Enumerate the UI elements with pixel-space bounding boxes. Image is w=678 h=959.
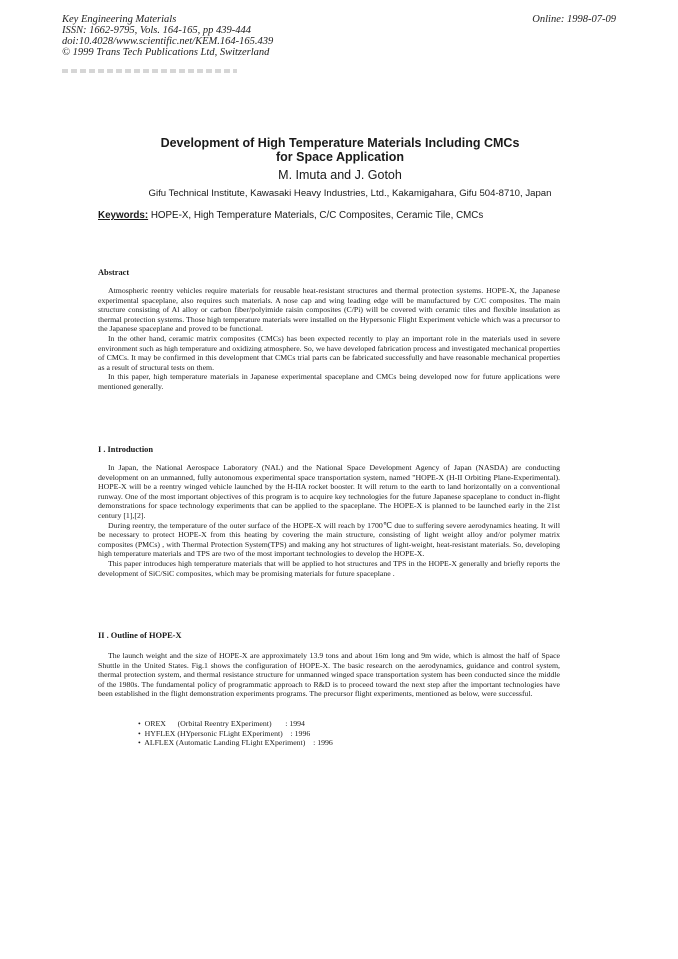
doi-line: doi:10.4028/www.scientific.net/KEM.164-165.439 [62, 36, 274, 47]
affiliation: Gifu Technical Institute, Kawasaki Heavy Industries, Ltd., Kakamigahara, Gifu 504-8710, Japan [148, 188, 552, 199]
introduction-paragraph: During reentry, the temperature of the outer surface of the HOPE-X will reach by 1700℃ due to suffering severe aerodynamics heating. It will be necessary to protect HOPE-X from this heating by covering the main structure, consisting of light weight alloy and/or polymer matrix composites (PMCs) , with Thermal Protection System(TPS) and making any hot structures of light-weight, heat-resistant materials. So, developing high temperature materials and TPS are two of the most important technologies to develop the HOPE-X. [98, 520, 560, 559]
introduction-body [98, 463, 560, 578]
journal-header [62, 14, 362, 58]
experiment-year: : 1994 [285, 719, 305, 728]
experiment-desc: (HYpersonic FLight EXperiment) [177, 728, 283, 738]
keywords-text: HOPE-X, High Temperature Materials, C/C Composites, Ceramic Tile, CMCs [150, 210, 484, 221]
introduction-heading: I . Introduction [98, 445, 153, 454]
list-item: • HYFLEX (HYpersonic FLight EXperiment) : 1996 [138, 728, 311, 738]
title-line-2: for Space Application [275, 150, 405, 164]
abstract-paragraph: Atmospheric reentry vehicles require materials for reusable heat-resistant structures and thermal protection systems. HOPE-X, the Japanese experimental spaceplane, also requires such materials. A nose cap and wing leading edge will be manufactured by C/C composites. The main structure consisting of Al alloy or carbon fiber/polyimide raisin composites (C/Pi) will be covered with ceramic tiles and flexible insulation as thermal protection systems. Those high temperature materials were installed on the Hypersonic Flight Experiment vehicle which was a precursor to the Japanese spaceplane and proved to be functional. [98, 286, 560, 334]
experiment-desc: (Automatic Landing FLight EXperiment) [176, 738, 306, 748]
experiment-name: ALFLEX [144, 738, 175, 748]
copyright-line: © 1999 Trans Tech Publications Ltd, Switzerland [62, 47, 270, 58]
experiment-name: OREX [144, 719, 166, 728]
experiment-desc: (Orbital Reentry EXperiment) [177, 719, 272, 728]
outline-body [98, 651, 560, 699]
keywords [98, 210, 483, 221]
list-item: • ALFLEX (Automatic Landing FLight EXperiment) : 1996 [138, 738, 333, 748]
abstract-paragraph: In this paper, high temperature materials in Japanese experimental spaceplane and CMCs being developed now for future applications were mentioned generally. [98, 372, 560, 391]
introduction-paragraph: In Japan, the National Aerospace Laboratory (NAL) and the National Space Development Agency of Japan (NASDA) are conducting development on an unmanned, fully autonomous experimental space transportation system, named "HOPE-X (H-II Orbiting Plane-Experimental). HOPE-X will be a reentry winged vehicle launched by the H-IIA rocket booster. It will return to the earth to land horizontally on a conventional runway. One of the most important objectives of this program is to acquire key technologies for the future Japanese spaceplane to conduct in-flight demonstrations for space technology experiments that can be applied to the spaceplane. The HOPE-X is planned to be launched early in the 21st century [1],[2]. [98, 463, 560, 520]
experiment-list [138, 719, 333, 748]
paper-title [90, 136, 590, 164]
outline-heading: II . Outline of HOPE-X [98, 631, 182, 640]
keywords-label: Keywords: [98, 210, 149, 221]
online-date: Online: 1998-07-09 [532, 14, 616, 25]
abstract-heading: Abstract [98, 268, 130, 277]
abstract-paragraph: In the other hand, ceramic matrix composites (CMCs) has been expected recently to play an important role in the materials used in severe environment such as high temperature and oxidizing atmosphere. So, we have developed fabrication process and investigated mechanical properties of CMCs. It may be confirmed in this development that CMCs trial parts can be fabricated successfully and have reasonable mechanical properties as a result of structural tests on them. [98, 333, 560, 372]
experiment-year: : 1996 [290, 728, 311, 738]
abstract-body [98, 286, 560, 392]
list-item: • OREX (Orbital Reentry EXperiment) : 1994 [138, 719, 305, 728]
issn-line: ISSN: 1662-9795, Vols. 164-165, pp 439-444 [62, 25, 251, 36]
journal-name: Key Engineering Materials [62, 14, 177, 25]
title-line-1: Development of High Temperature Materials Including CMCs [160, 136, 520, 150]
introduction-paragraph: This paper introduces high temperature materials that will be applied to hot structures and TPS in the HOPE-X generally and briefly reports the development of SiC/SiC composites, which may be promising materials for future spaceplane . [98, 558, 560, 578]
experiment-year: : 1996 [313, 738, 333, 748]
experiment-name: HYFLEX [144, 728, 176, 738]
scan-artifact [62, 69, 237, 73]
authors: M. Imuta and J. Gotoh [278, 168, 402, 182]
outline-paragraph: The launch weight and the size of HOPE-X are approximately 13.9 tons and about 16m long and 9m wide, which is almost the half of Space Shuttle in the United States. Fig.1 shows the configuration of HOPE-X. The basic research on the aerodynamics, guidance and control system, thermal protection system, and thermal resistance structure for unmanned winged space transportation system has been conducted since the middle of the 1980s. The fundamental policy of programmatic approach to R&D is to proceed toward the next step after the important technologies have been established in the flight demonstration experiments programs. The precursor flight experiments, mentioned as below, were successful. [98, 651, 560, 699]
